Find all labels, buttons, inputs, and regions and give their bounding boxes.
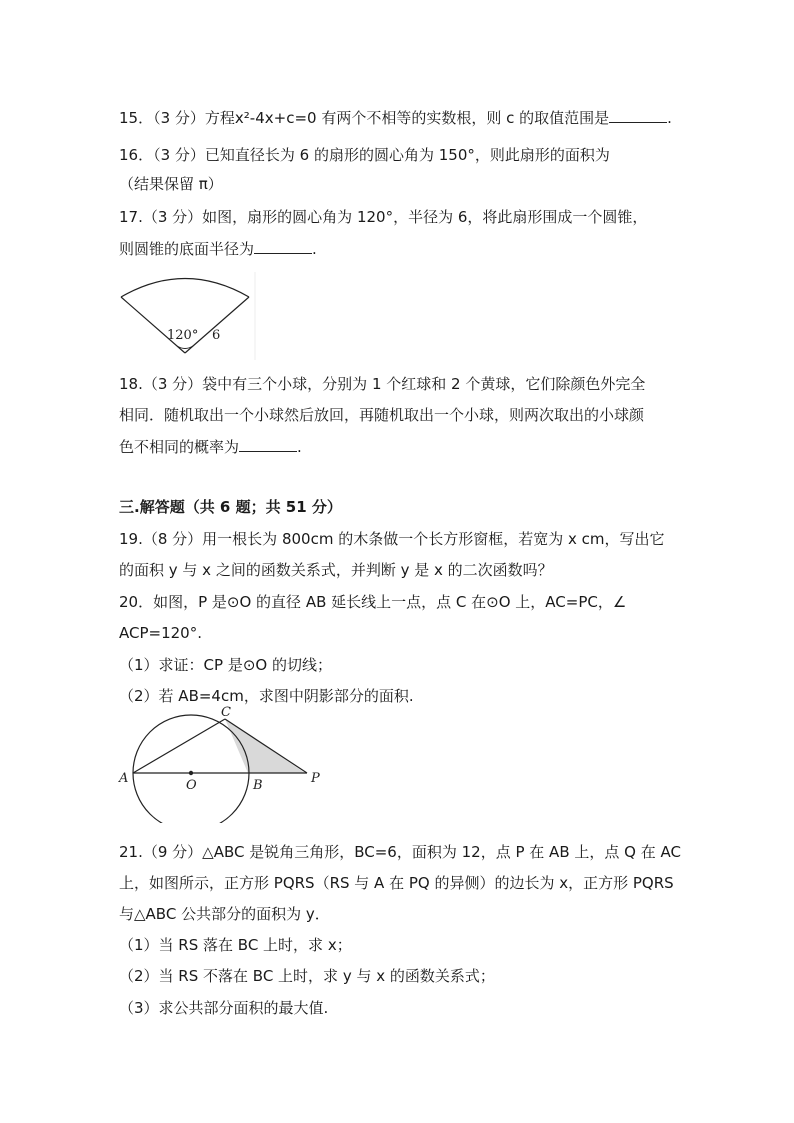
question-18 <box>119 374 645 394</box>
circle-o <box>133 715 249 823</box>
q17-score: （3 分） <box>142 208 203 226</box>
q18-line2: 相同．随机取出一个小球然后放回，再随机取出一个小球，则两次取出的小球颜 <box>119 406 645 424</box>
sector-right-radius <box>185 297 249 353</box>
q20-line2: ACP=120°. <box>119 624 202 642</box>
label-a: A <box>119 771 129 786</box>
question-16-cont <box>119 174 223 194</box>
q16-number: 16． <box>119 146 154 164</box>
q19-number: 19. <box>119 530 143 548</box>
q20-number: 20． <box>119 593 154 611</box>
question-17 <box>119 207 647 227</box>
question-18-cont1 <box>119 405 644 425</box>
question-20-part2: （2）若 AB=4cm，求图中阴影部分的面积. <box>119 687 414 705</box>
q18-line1: 袋中有三个小球，分别为 1 个红球和 2 个黄球，它们除颜色外完全 <box>202 375 646 393</box>
question-21-part1: （1）当 RS 落在 BC 上时，求 x； <box>119 936 352 954</box>
q18-number: 18. <box>119 375 143 393</box>
q19-line1: 用一根长为 800cm 的木条做一个长方形窗框，若宽为 x cm，写出它 <box>202 530 665 548</box>
q17-line2: 则圆锥的底面半径为 <box>119 240 255 258</box>
sector-angle-label: 120° <box>167 328 199 343</box>
question-20 <box>119 592 626 612</box>
sector-left-radius <box>121 297 185 353</box>
question-21-part2: （2）当 RS 不落在 BC 上时，求 y 与 x 的函数关系式； <box>119 967 495 985</box>
label-p: P <box>311 771 320 786</box>
q21-line2: 上，如图所示，正方形 PQRS（RS 与 A 在 PQ 的异侧）的边长为 x，正方形 PQRS <box>119 874 674 892</box>
question-21 <box>119 842 681 862</box>
label-c: C <box>221 705 231 720</box>
q16-line1: 已知直径长为 6 的扇形的圆心角为 150°，则此扇形的面积为 <box>204 146 610 164</box>
question-21-cont1 <box>119 873 674 893</box>
sector-arc <box>121 279 249 298</box>
label-o: O <box>186 778 197 793</box>
question-19 <box>119 529 664 549</box>
q17-answer-blank[interactable] <box>254 239 312 254</box>
q15-end: . <box>667 109 672 127</box>
q21-line1: △ABC 是锐角三角形，BC=6，面积为 12，点 P 在 AB 上，点 Q 在 AC <box>202 843 681 861</box>
q21-number: 21. <box>119 843 143 861</box>
question-21-cont2 <box>119 904 330 924</box>
sector-figure <box>115 272 260 360</box>
q20-line1: 如图，P 是⊙O 的直径 AB 延长线上一点，点 C 在⊙O 上，AC=PC，∠ <box>153 593 627 611</box>
question-15 <box>119 108 672 128</box>
question-20-part1: （1）求证：CP 是⊙O 的切线； <box>119 656 332 674</box>
q15-answer-blank[interactable] <box>609 108 667 123</box>
question-16 <box>119 145 610 165</box>
q18-end: . <box>297 438 302 456</box>
q15-text: 方程x²-4x+c=0 有两个不相等的实数根，则 c 的取值范围是 <box>204 109 610 127</box>
q15-number: 15． <box>119 109 154 127</box>
q18-score: （3 分） <box>142 375 203 393</box>
line-ac <box>133 719 225 773</box>
q17-number: 17. <box>119 208 143 226</box>
q19-line2: 的面积 y 与 x 之间的函数关系式，并判断 y 是 x 的二次函数吗？ <box>119 561 553 579</box>
q15-score: （3 分） <box>153 109 205 127</box>
sector-radius-label: 6 <box>212 328 221 343</box>
q18-answer-blank[interactable] <box>239 437 297 452</box>
q17-line1: 如图，扇形的圆心角为 120°，半径为 6，将此扇形围成一个圆锥， <box>202 208 648 226</box>
q21-line3: 与△ABC 公共部分的面积为 y． <box>119 905 330 923</box>
center-dot <box>189 771 193 775</box>
section-3-title: 三.解答题（共 6 题；共 51 分） <box>119 498 342 516</box>
q16-line2: （结果保留 π） <box>119 175 223 193</box>
question-20-cont <box>119 623 202 643</box>
question-19-cont <box>119 560 553 580</box>
q18-line3: 色不相同的概率为 <box>119 438 240 456</box>
q16-score: （3 分） <box>153 146 205 164</box>
question-17-cont <box>119 239 317 259</box>
circle-tangent-figure <box>115 705 330 823</box>
question-21-part3: （3）求公共部分面积的最大值. <box>119 999 329 1017</box>
label-b: B <box>253 778 263 793</box>
q19-score: （8 分） <box>142 530 203 548</box>
question-18-cont2 <box>119 437 302 457</box>
q17-end: . <box>312 240 317 258</box>
q21-score: （9 分） <box>142 843 203 861</box>
